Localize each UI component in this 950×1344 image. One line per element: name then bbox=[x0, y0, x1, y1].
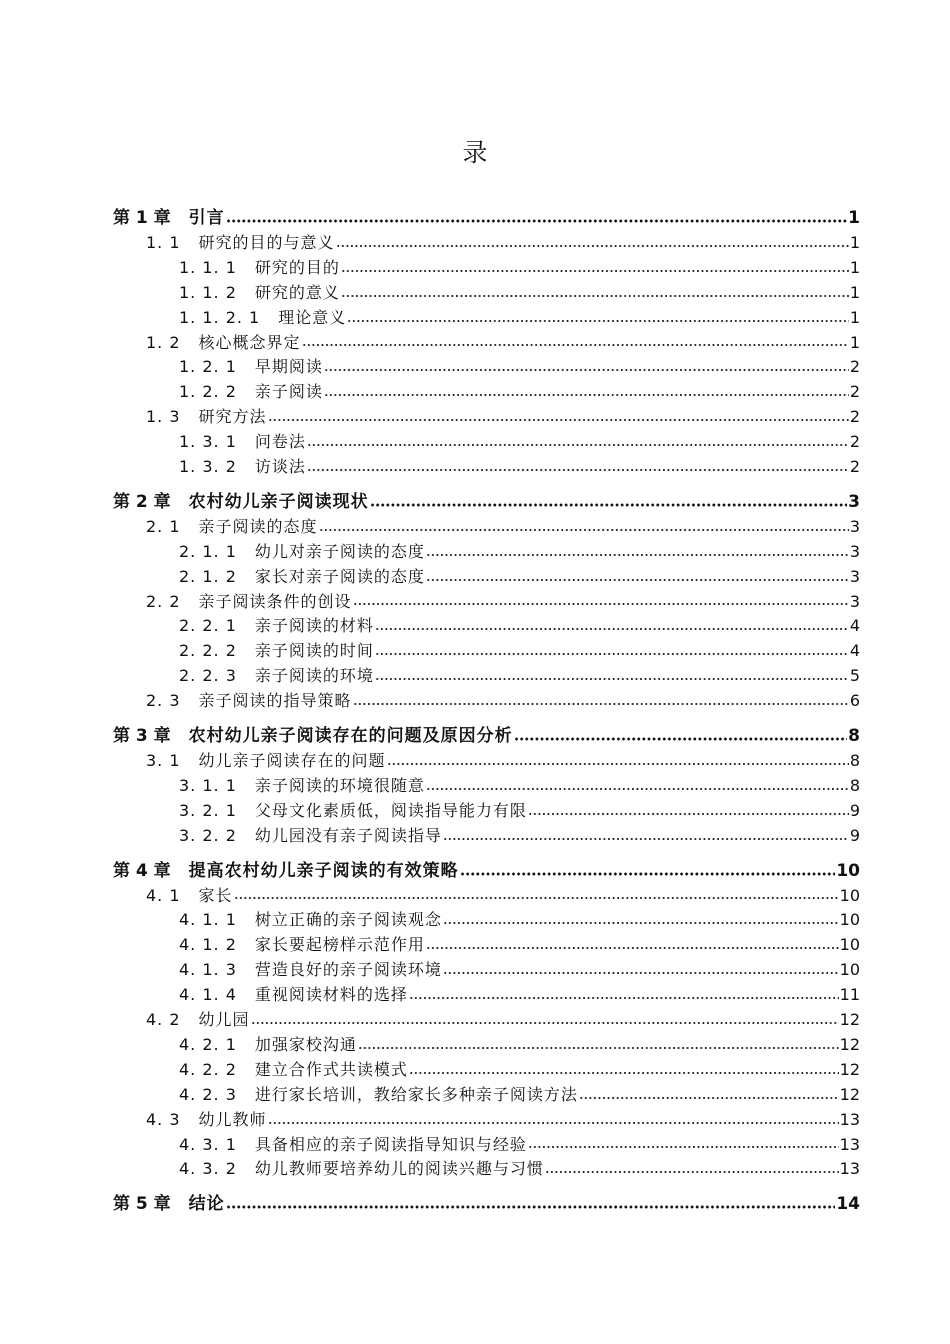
toc-entry-page-number: 2 bbox=[849, 357, 860, 377]
toc-entry-title: 幼儿园没有亲子阅读指导 bbox=[254, 825, 442, 845]
toc-entry-page-number: 10 bbox=[836, 860, 860, 881]
toc-entry-title: 幼儿教师 bbox=[198, 1109, 267, 1129]
toc-entry-title: 亲子阅读的环境 bbox=[254, 666, 374, 686]
toc-entry[interactable] bbox=[113, 1133, 860, 1158]
toc-entry-title: 营造良好的亲子阅读环境 bbox=[254, 960, 442, 980]
toc-chapter-entry[interactable] bbox=[113, 858, 860, 884]
toc-entry[interactable] bbox=[113, 958, 860, 983]
toc-entry-number: 1. 3 bbox=[146, 407, 181, 427]
toc-dot-leader bbox=[319, 526, 849, 534]
toc-chapter-entry[interactable] bbox=[113, 723, 860, 749]
toc-entry[interactable] bbox=[113, 355, 860, 380]
toc-entry-page-number: 13 bbox=[839, 1109, 860, 1129]
toc-entry-number: 3. 2. 1 bbox=[179, 800, 237, 820]
toc-entry-title: 亲子阅读的材料 bbox=[254, 616, 374, 636]
toc-entry-number: 4. 1. 2 bbox=[179, 935, 237, 955]
toc-entry-title: 研究方法 bbox=[198, 407, 267, 427]
toc-dot-leader bbox=[336, 242, 849, 250]
toc-entry[interactable] bbox=[113, 231, 860, 256]
toc-entry[interactable] bbox=[113, 540, 860, 565]
toc-entry-title: 家长对亲子阅读的态度 bbox=[254, 566, 425, 586]
toc-entry[interactable] bbox=[113, 774, 860, 799]
toc-entry[interactable] bbox=[113, 664, 860, 689]
toc-entry-title: 亲子阅读的指导策略 bbox=[198, 691, 352, 711]
toc-entry-number: 3. 1. 1 bbox=[179, 775, 237, 795]
toc-entry[interactable] bbox=[113, 933, 860, 958]
toc-entry-page-number: 11 bbox=[839, 985, 860, 1005]
toc-entry-page-number: 3 bbox=[849, 591, 860, 611]
toc-entry-page-number: 12 bbox=[839, 1059, 860, 1079]
toc-dot-leader bbox=[226, 1203, 836, 1211]
toc-dot-leader bbox=[460, 870, 836, 878]
toc-entry-page-number: 1 bbox=[849, 332, 860, 352]
toc-entry[interactable] bbox=[113, 281, 860, 306]
toc-entry-number: 1. 1 bbox=[146, 233, 181, 252]
toc-dot-leader bbox=[251, 1019, 839, 1027]
toc-entry-number: 2. 2. 3 bbox=[179, 666, 237, 686]
toc-dot-leader bbox=[443, 969, 839, 977]
toc-entry-title: 家长要起榜样示范作用 bbox=[254, 935, 425, 955]
toc-entry[interactable] bbox=[113, 380, 860, 405]
toc-chapter-entry[interactable] bbox=[113, 489, 860, 515]
toc-entry-number: 3. 2. 2 bbox=[179, 825, 237, 845]
toc-dot-leader bbox=[324, 366, 849, 374]
toc-entry-number: 4. 1 bbox=[146, 885, 181, 905]
toc-entry-number: 2. 2. 1 bbox=[179, 616, 237, 636]
toc-entry[interactable] bbox=[113, 799, 860, 824]
toc-entry-page-number: 3 bbox=[849, 541, 860, 561]
toc-entry-number: 1. 3. 1 bbox=[179, 432, 237, 452]
toc-entry-number: 4. 1. 4 bbox=[179, 985, 237, 1005]
toc-dot-leader bbox=[268, 416, 849, 424]
toc-entry[interactable] bbox=[113, 614, 860, 639]
toc-entry-page-number: 4 bbox=[849, 616, 860, 636]
toc-dot-leader bbox=[370, 501, 847, 509]
toc-entry-title: 研究的目的与意义 bbox=[198, 233, 335, 252]
toc-dot-leader bbox=[358, 1044, 839, 1052]
toc-entry-page-number: 10 bbox=[839, 960, 860, 980]
toc-entry-title: 结论 bbox=[188, 1194, 225, 1215]
toc-entry[interactable] bbox=[113, 824, 860, 849]
toc-entry-page-number: 1 bbox=[849, 282, 860, 302]
toc-entry[interactable] bbox=[113, 1083, 860, 1108]
toc-dot-leader bbox=[341, 292, 849, 300]
toc-entry-number: 1. 1. 2 bbox=[179, 282, 237, 302]
toc-entry-page-number: 2 bbox=[849, 432, 860, 452]
toc-entry-page-number: 12 bbox=[839, 1034, 860, 1054]
toc-entry[interactable] bbox=[113, 884, 860, 909]
page-title: 录 bbox=[462, 138, 488, 167]
toc-entry-page-number: 3 bbox=[849, 516, 860, 536]
toc-entry-title: 农村幼儿亲子阅读现状 bbox=[188, 491, 369, 512]
toc-chapter-entry[interactable] bbox=[113, 205, 860, 231]
toc-entry-page-number: 9 bbox=[849, 800, 860, 820]
toc-entry-title: 亲子阅读 bbox=[254, 382, 323, 402]
toc-entry-title: 早期阅读 bbox=[254, 357, 323, 377]
toc-entry[interactable] bbox=[113, 331, 860, 356]
toc-entry-page-number: 9 bbox=[849, 825, 860, 845]
toc-entry-title: 访谈法 bbox=[254, 457, 306, 477]
toc-dot-leader bbox=[545, 1168, 839, 1176]
toc-entry-page-number: 1 bbox=[849, 307, 860, 327]
toc-entry[interactable] bbox=[113, 565, 860, 590]
toc-entry[interactable] bbox=[113, 590, 860, 615]
toc-dot-leader bbox=[302, 341, 849, 349]
toc-entry[interactable] bbox=[113, 256, 860, 281]
toc-entry-number: 4. 3 bbox=[146, 1109, 181, 1129]
toc-entry-number: 第 5 章 bbox=[113, 1194, 171, 1215]
toc-entry-page-number: 13 bbox=[839, 1159, 860, 1179]
toc-entry-number: 1. 3. 2 bbox=[179, 457, 237, 477]
toc-entry-number: 第 3 章 bbox=[113, 726, 171, 747]
toc-entry-title: 父母文化素质低，阅读指导能力有限 bbox=[254, 800, 527, 820]
toc-dot-leader bbox=[387, 760, 849, 768]
toc-entry-number: 1. 2. 1 bbox=[179, 357, 237, 377]
toc-dot-leader bbox=[514, 735, 847, 743]
toc-dot-leader bbox=[579, 1094, 839, 1102]
toc-entry[interactable] bbox=[113, 306, 860, 331]
toc-entry-title: 亲子阅读的态度 bbox=[198, 516, 318, 536]
toc-entry-page-number: 3 bbox=[848, 491, 860, 512]
toc-entry-title: 农村幼儿亲子阅读存在的问题及原因分析 bbox=[188, 726, 513, 747]
toc-dot-leader bbox=[443, 835, 849, 843]
toc-entry-number: 2. 3 bbox=[146, 691, 181, 711]
toc-entry-page-number: 10 bbox=[839, 910, 860, 930]
toc-entry-title: 加强家校沟通 bbox=[254, 1034, 357, 1054]
toc-entry-title: 树立正确的亲子阅读观念 bbox=[254, 910, 442, 930]
toc-dot-leader bbox=[353, 600, 849, 608]
toc-entry-page-number: 2 bbox=[849, 382, 860, 402]
toc-entry-title: 亲子阅读条件的创设 bbox=[198, 591, 352, 611]
toc-entry-page-number: 14 bbox=[836, 1194, 860, 1215]
toc-dot-leader bbox=[426, 551, 849, 559]
toc-chapter-entry[interactable] bbox=[113, 1191, 860, 1217]
toc-entry[interactable] bbox=[113, 455, 860, 480]
toc-entry-page-number: 13 bbox=[839, 1134, 860, 1154]
toc-entry-number: 1. 2. 2 bbox=[179, 382, 237, 402]
toc-dot-leader bbox=[307, 441, 849, 449]
toc-entry-page-number: 12 bbox=[839, 1010, 860, 1030]
toc-entry[interactable] bbox=[113, 639, 860, 664]
toc-entry-title: 问卷法 bbox=[254, 432, 306, 452]
toc-entry-title: 重视阅读材料的选择 bbox=[254, 985, 408, 1005]
toc-dot-leader bbox=[443, 919, 839, 927]
toc-entry-number: 3. 1 bbox=[146, 751, 181, 771]
toc-dot-leader bbox=[426, 576, 849, 584]
toc-entry-number: 2. 2 bbox=[146, 591, 181, 611]
toc-entry-title: 亲子阅读的时间 bbox=[254, 641, 374, 661]
toc-entry-title: 家长 bbox=[198, 885, 233, 905]
toc-entry-number: 4. 3. 1 bbox=[179, 1134, 237, 1154]
toc-entry-page-number: 1 bbox=[849, 233, 860, 252]
toc-entry-number: 2. 2. 2 bbox=[179, 641, 237, 661]
toc-entry-title: 引言 bbox=[188, 208, 225, 228]
toc-entry-number: 1. 1. 2. 1 bbox=[179, 307, 261, 327]
toc-dot-leader bbox=[307, 466, 849, 474]
toc-entry-number: 2. 1. 1 bbox=[179, 541, 237, 561]
toc-entry-page-number: 4 bbox=[849, 641, 860, 661]
toc-dot-leader bbox=[426, 944, 839, 952]
toc-entry-page-number: 2 bbox=[849, 407, 860, 427]
toc-dot-leader bbox=[234, 894, 839, 902]
toc-entry-title: 幼儿教师要培养幼儿的阅读兴趣与习惯 bbox=[254, 1159, 544, 1179]
toc-entry-title: 进行家长培训，教给家长多种亲子阅读方法 bbox=[254, 1084, 578, 1104]
toc-entry-number: 1. 2 bbox=[146, 332, 181, 352]
toc-entry-number: 第 4 章 bbox=[113, 860, 171, 881]
toc-entry[interactable] bbox=[113, 749, 860, 774]
toc-entry[interactable] bbox=[113, 515, 860, 540]
toc-dot-leader bbox=[324, 391, 849, 399]
toc-entry-title: 建立合作式共读模式 bbox=[254, 1059, 408, 1079]
toc-entry-title: 具备相应的亲子阅读指导知识与经验 bbox=[254, 1134, 527, 1154]
toc-dot-leader bbox=[426, 785, 849, 793]
toc-entry-title: 幼儿对亲子阅读的态度 bbox=[254, 541, 425, 561]
toc-entry-page-number: 10 bbox=[839, 935, 860, 955]
toc-dot-leader bbox=[268, 1119, 839, 1127]
toc-entry[interactable] bbox=[113, 1108, 860, 1133]
toc-dot-leader bbox=[353, 700, 849, 708]
toc-entry-title: 理论意义 bbox=[278, 307, 347, 327]
toc-entry-number: 4. 1. 3 bbox=[179, 960, 237, 980]
toc-entry[interactable] bbox=[113, 405, 860, 430]
toc-dot-leader bbox=[226, 217, 847, 225]
toc-dot-leader bbox=[528, 810, 849, 818]
toc-entry-number: 2. 1. 2 bbox=[179, 566, 237, 586]
toc-entry-title: 提高农村幼儿亲子阅读的有效策略 bbox=[188, 860, 459, 881]
toc-entry-page-number: 2 bbox=[849, 457, 860, 477]
toc-entry[interactable] bbox=[113, 1058, 860, 1083]
toc-entry-number: 1. 1. 1 bbox=[179, 257, 237, 277]
toc-entry-title: 亲子阅读的环境很随意 bbox=[254, 775, 425, 795]
toc-entry-page-number: 10 bbox=[839, 885, 860, 905]
toc-entry-page-number: 1 bbox=[848, 208, 860, 228]
toc-dot-leader bbox=[347, 317, 849, 325]
toc-entry[interactable] bbox=[113, 689, 860, 714]
toc-entry-page-number: 8 bbox=[849, 751, 860, 771]
toc-entry-page-number: 8 bbox=[848, 726, 860, 747]
toc-entry[interactable] bbox=[113, 1033, 860, 1058]
toc-dot-leader bbox=[375, 675, 849, 683]
toc-entry-title: 幼儿园 bbox=[198, 1010, 250, 1030]
toc-entry-page-number: 5 bbox=[849, 666, 860, 686]
toc-entry-title: 研究的意义 bbox=[254, 282, 340, 302]
toc-entry[interactable] bbox=[113, 430, 860, 455]
toc-entry-number: 4. 1. 1 bbox=[179, 910, 237, 930]
toc-entry-page-number: 3 bbox=[849, 566, 860, 586]
toc-entry[interactable] bbox=[113, 1157, 860, 1182]
toc-entry[interactable] bbox=[113, 908, 860, 933]
toc-entry-page-number: 8 bbox=[849, 775, 860, 795]
toc-entry-page-number: 6 bbox=[849, 691, 860, 711]
toc-entry-number: 4. 2. 1 bbox=[179, 1034, 237, 1054]
toc-entry-number: 4. 2 bbox=[146, 1010, 181, 1030]
toc-entry-title: 幼儿亲子阅读存在的问题 bbox=[198, 751, 386, 771]
toc-dot-leader bbox=[375, 650, 849, 658]
toc-entry-number: 第 2 章 bbox=[113, 491, 171, 512]
toc-dot-leader bbox=[341, 267, 849, 275]
toc-dot-leader bbox=[375, 625, 849, 633]
toc-entry[interactable] bbox=[113, 1008, 860, 1033]
table-of-contents bbox=[113, 205, 860, 1217]
toc-entry-title: 核心概念界定 bbox=[198, 332, 301, 352]
toc-entry-page-number: 12 bbox=[839, 1084, 860, 1104]
toc-entry-number: 第 1 章 bbox=[113, 208, 171, 228]
toc-entry[interactable] bbox=[113, 983, 860, 1008]
toc-dot-leader bbox=[528, 1143, 839, 1151]
toc-entry-title: 研究的目的 bbox=[254, 257, 340, 277]
toc-entry-number: 4. 2. 2 bbox=[179, 1059, 237, 1079]
toc-entry-number: 4. 2. 3 bbox=[179, 1084, 237, 1104]
toc-entry-page-number: 1 bbox=[849, 257, 860, 277]
toc-dot-leader bbox=[409, 1069, 839, 1077]
toc-entry-number: 4. 3. 2 bbox=[179, 1159, 237, 1179]
toc-entry-number: 2. 1 bbox=[146, 516, 181, 536]
toc-dot-leader bbox=[409, 994, 839, 1002]
